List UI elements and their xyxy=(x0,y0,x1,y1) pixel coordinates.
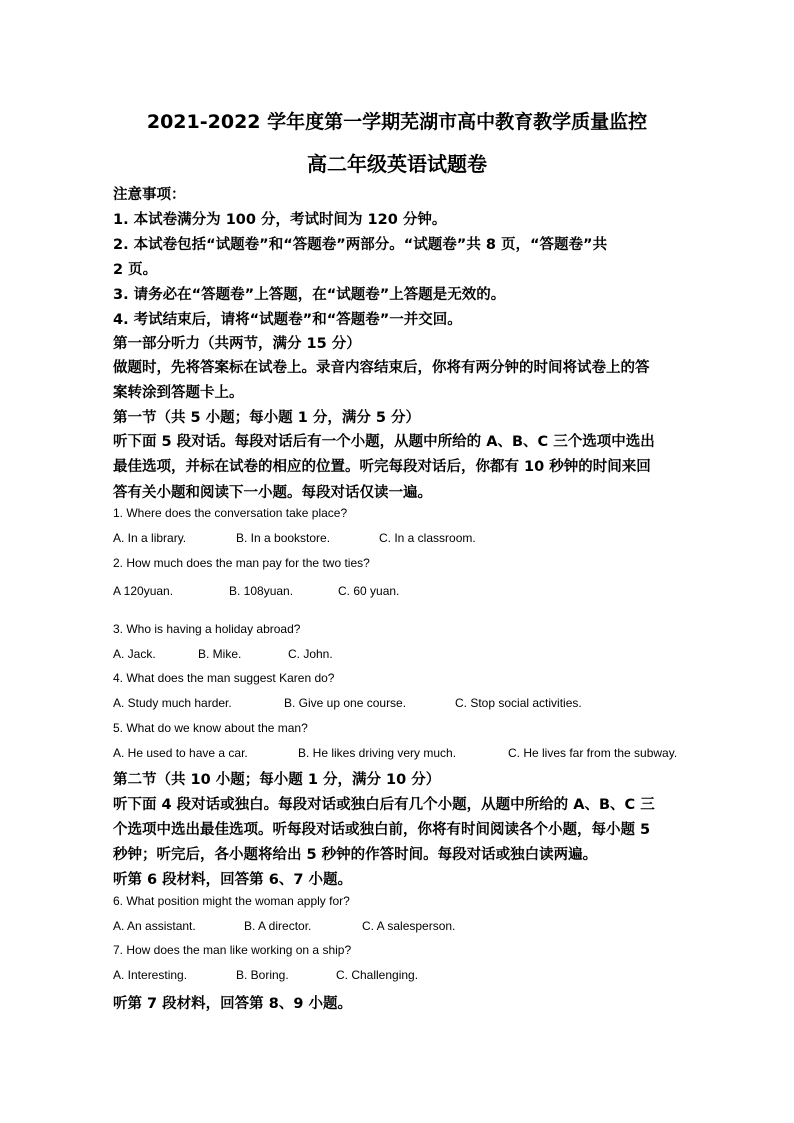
option-c: C. Stop social activities. xyxy=(455,696,582,710)
option-a: A. An assistant. xyxy=(113,919,196,933)
notice-item: 2. 本试卷包括“试题卷”和“答题卷”两部分。“试题卷”共 8 页，“答题卷”共 xyxy=(113,237,608,253)
material-heading: 听第 7 段材料，回答第 8、9 小题。 xyxy=(113,996,352,1012)
part1-intro: 做题时，先将答案标在试卷上。录音内容结束后，你将有两分钟的时间将试卷上的答 xyxy=(113,360,650,376)
option-a: A. Jack. xyxy=(113,647,156,661)
option-b: B. In a bookstore. xyxy=(236,531,331,545)
section2-intro: 秒钟；听完后，各小题将给出 5 秒钟的作答时间。每段对话或独白读两遍。 xyxy=(113,847,598,863)
section1-intro: 答有关小题和阅读下一小题。每段对话仅读一遍。 xyxy=(113,485,432,501)
option-c: C. John. xyxy=(288,647,333,661)
option-b: B. Boring. xyxy=(236,968,289,982)
exam-subtitle: 高二年级英语试题卷 xyxy=(307,152,487,176)
option-c: C. Challenging. xyxy=(336,968,419,982)
exam-title: 2021-2022 学年度第一学期芜湖市高中教育教学质量监控 xyxy=(146,111,648,133)
question-text: 5. What do we know about the man? xyxy=(113,721,308,735)
notice-item: 2 页。 xyxy=(113,262,158,278)
option-b: B. A director. xyxy=(244,919,312,933)
section1-intro: 听下面 5 段对话。每段对话后有一个小题，从题中所给的 A、B、C 三个选项中选出 xyxy=(113,434,655,450)
question-text: 1. Where does the conversation take place? xyxy=(113,506,348,520)
material-heading: 听第 6 段材料，回答第 6、7 小题。 xyxy=(113,872,352,888)
section2-intro: 听下面 4 段对话或独白。每段对话或独白后有几个小题，从题中所给的 A、B、C 三 xyxy=(113,797,655,813)
option-a: A. He used to have a car. xyxy=(113,746,248,760)
question-text: 3. Who is having a holiday abroad? xyxy=(113,622,301,636)
option-c: C. A salesperson. xyxy=(362,919,456,933)
option-c: C. He lives far from the subway. xyxy=(508,746,678,760)
option-a: A. Interesting. xyxy=(113,968,188,982)
notice-heading: 注意事项： xyxy=(113,187,186,203)
option-c: C. In a classroom. xyxy=(379,531,476,545)
question-text: 2. How much does the man pay for the two ties? xyxy=(113,556,370,570)
option-c: C. 60 yuan. xyxy=(338,584,400,598)
option-a: A. In a library. xyxy=(113,531,187,545)
section2-intro: 个选项中选出最佳选项。听每段对话或独白前，你将有时间阅读各个小题，每小题 5 xyxy=(113,822,651,838)
notice-item: 4. 考试结束后，请将“试题卷”和“答题卷”一并交回。 xyxy=(113,312,462,328)
section1-intro: 最佳选项，并标在试卷的相应的位置。听完每段对话后，你都有 10 秒钟的时间来回 xyxy=(113,459,651,475)
question-text: 6. What position might the woman apply for? xyxy=(113,894,350,908)
question-text: 4. What does the man suggest Karen do? xyxy=(113,671,335,685)
option-a: A. Study much harder. xyxy=(113,696,232,710)
notice-item: 3. 请务必在“答题卷”上答题，在“试题卷”上答题是无效的。 xyxy=(113,287,506,303)
part1-intro: 案转涂到答题卡上。 xyxy=(113,385,244,401)
section1-heading: 第一节（共 5 小题；每小题 1 分，满分 5 分） xyxy=(113,410,421,426)
option-b: B. Mike. xyxy=(198,647,242,661)
notice-item: 1. 本试卷满分为 100 分，考试时间为 120 分钟。 xyxy=(113,212,447,228)
option-a: A 120yuan. xyxy=(113,584,174,598)
option-b: B. He likes driving very much. xyxy=(298,746,457,760)
question-text: 7. How does the man like working on a ship? xyxy=(113,943,352,957)
option-b: B. 108yuan. xyxy=(229,584,294,598)
section2-heading: 第二节（共 10 小题；每小题 1 分，满分 10 分） xyxy=(113,772,441,788)
part1-heading: 第一部分听力（共两节，满分 15 分） xyxy=(113,336,361,352)
option-b: B. Give up one course. xyxy=(284,696,407,710)
